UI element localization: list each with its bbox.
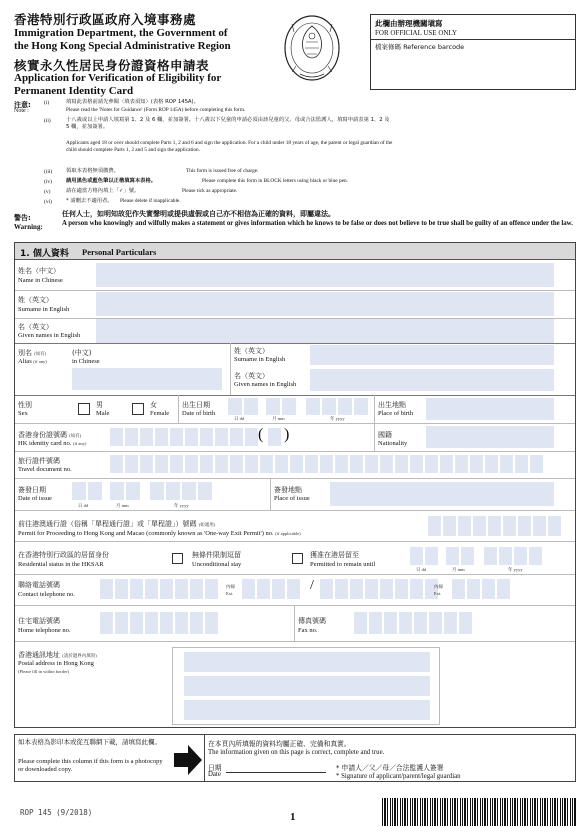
note-text-en: Please tick as appropriate. bbox=[182, 188, 238, 194]
fax-label-cn: 傳真號碼 bbox=[298, 617, 326, 625]
doi-yyyy-hint: 年 yyyy bbox=[174, 503, 189, 508]
nationality-label-en: Nationality bbox=[378, 440, 408, 447]
pob-input[interactable] bbox=[426, 398, 554, 420]
note-text-cn: 請用黑色或藍色筆以正楷填寫本表格。 bbox=[66, 178, 157, 184]
signature-label-cn: * 申請人／父／母／合法監護人簽署 bbox=[336, 764, 444, 772]
alias-surname-label-cn: 姓（英文） bbox=[234, 347, 269, 355]
date-input[interactable] bbox=[226, 772, 326, 773]
warning-label-cn: 警告: bbox=[14, 214, 31, 222]
postal-address-label-en: Postal address in Hong Kong bbox=[18, 660, 94, 667]
note-number: (v) bbox=[44, 189, 51, 195]
male-label-en: Male bbox=[96, 410, 110, 417]
hkid-label-en: HK identity card no. (if any) bbox=[18, 440, 87, 447]
residential-label-en: Residential status in the HKSAR bbox=[18, 561, 104, 568]
poi-label-cn: 簽發地點 bbox=[274, 486, 302, 494]
surname-input[interactable] bbox=[96, 292, 554, 316]
section-title-cn: 1. 個人資料 bbox=[20, 249, 69, 259]
contact-ext-2-label-en: Ext. bbox=[434, 591, 442, 596]
form-title-en-1: Application for Verification of Eligibility for bbox=[14, 72, 222, 84]
form-title-cn: 核實永久性居民身份證資格申請表 bbox=[14, 58, 210, 73]
postal-address-line-1[interactable] bbox=[184, 652, 430, 672]
note-text-cn: * 請刪去不適用者。 bbox=[66, 198, 113, 204]
note-number: (vi) bbox=[44, 199, 52, 205]
unconditional-label-en: Unconditional stay bbox=[192, 561, 242, 568]
official-use-title-en: FOR OFFICIAL USE ONLY bbox=[375, 29, 458, 37]
note-text-en: Please delete if inapplicable. bbox=[120, 198, 181, 204]
form-title-en-2: Permanent Identity Card bbox=[14, 85, 134, 97]
postal-address-note-en: (Please fill in within border) bbox=[18, 669, 69, 674]
photocopy-note-cn: 如本表格為影印本或從互聯網下載，請填寫此欄。 bbox=[18, 738, 161, 746]
department-name-en-2: the Hong Kong Special Administrative Region bbox=[14, 40, 231, 52]
pob-label-cn: 出生地點 bbox=[378, 401, 406, 409]
official-use-title-cn: 此欄由辦理機關塡寫 bbox=[375, 19, 443, 28]
postal-address-label-cn: 香港通訊地址 (請於邊界內填寫) bbox=[18, 651, 97, 659]
date-label-cn: 日期 bbox=[208, 764, 222, 772]
permitted-to-remain-checkbox[interactable] bbox=[292, 553, 303, 564]
permitted-dd-hint: 日 dd bbox=[416, 567, 427, 572]
reference-barcode-label: 檔案條碼 Reference barcode bbox=[375, 43, 465, 51]
note-number: (iii) bbox=[44, 169, 53, 175]
surname-label-cn: 姓（英文） bbox=[18, 296, 53, 304]
note-text-cn: 填寫此表格前請先參閱〈填表須知〉(表格 ROP 145A)。 bbox=[66, 99, 199, 105]
nationality-input[interactable] bbox=[426, 426, 554, 448]
photocopy-note-en: Please complete this column if this form is a photocopy or downloaded copy. bbox=[18, 758, 163, 773]
fax-label-en: Fax no. bbox=[298, 627, 318, 634]
contact-ext-label-en: Ext. bbox=[226, 591, 234, 596]
notes-label-en: Note : bbox=[14, 108, 29, 114]
alias-chinese-label-cn: (中文) bbox=[72, 349, 92, 357]
alias-given-input[interactable] bbox=[310, 369, 554, 391]
note-text-en: Please read the 'Notes for Guidance' (Form ROP 145A) before completing this form. bbox=[66, 107, 246, 113]
doi-label-en: Date of issue bbox=[18, 495, 52, 502]
doi-mm-hint: 月 mm bbox=[116, 503, 129, 508]
alias-chinese-input[interactable] bbox=[72, 368, 222, 390]
postal-address-line-2[interactable] bbox=[184, 676, 430, 696]
residential-label-cn: 在香港特別行政區的居留身份 bbox=[18, 551, 109, 559]
note-number: (iv) bbox=[44, 179, 52, 185]
alias-surname-input[interactable] bbox=[310, 345, 554, 365]
sex-label-en: Sex bbox=[18, 410, 28, 417]
arrow-right-icon bbox=[174, 744, 202, 776]
department-name-en-1: Immigration Department, the Government of bbox=[14, 27, 228, 39]
given-names-label-en: Given names in English bbox=[18, 332, 81, 339]
permit-label-en: Permit for Proceeding to Hong Kong and Macao (commonly known as 'One-way Exit Permit') no. (if applicable) bbox=[18, 530, 301, 537]
nationality-label-cn: 國籍 bbox=[378, 431, 392, 439]
alias-label-en: Alias (if any) bbox=[18, 358, 47, 365]
given-names-input[interactable] bbox=[96, 319, 554, 343]
dob-dd-hint: 日 dd bbox=[234, 416, 245, 421]
hkid-paren-close: ) bbox=[284, 426, 290, 443]
permit-label-cn: 前往港澳通行證（俗稱「單程通行證」或「單程證」）號碼 (如適用) bbox=[18, 520, 216, 528]
warning-text-cn: 任何人士，如明知故犯作失實聲明或提供虛假或自己亦不相信為正確的資料，即屬違法。 bbox=[62, 210, 335, 218]
chinese-name-label-en: Name in Chinese bbox=[18, 277, 63, 284]
date-label-en: Date bbox=[208, 771, 221, 778]
doi-label-cn: 簽發日期 bbox=[18, 486, 46, 494]
home-tel-label-en: Home telephone no. bbox=[18, 627, 71, 634]
form-code: ROP 145 (9/2018) bbox=[20, 808, 93, 817]
note-number: (i) bbox=[44, 100, 50, 106]
notes-label-cn: 注意: bbox=[14, 101, 31, 109]
home-tel-label-cn: 住宅電話號碼 bbox=[18, 617, 60, 625]
hkid-check-digit-input[interactable] bbox=[268, 428, 282, 446]
official-use-box bbox=[370, 14, 576, 90]
signature-label-en: * Signature of applicant/parent/legal guardian bbox=[336, 773, 461, 780]
declaration-text-cn: 在本頁內所填報的資料均屬正確、完備和真實。 bbox=[208, 740, 351, 748]
chinese-name-label-cn: 姓名（中文） bbox=[18, 267, 60, 275]
note-text-en: Please complete this form in BLOCK letters using black or blue pen. bbox=[202, 178, 348, 184]
hkid-label-cn: 香港身份證號碼 (如有) bbox=[18, 431, 82, 439]
unconditional-label-cn: 無條件限制逗留 bbox=[192, 551, 241, 559]
pob-label-en: Place of birth bbox=[378, 410, 414, 417]
given-names-label-cn: 名（英文） bbox=[18, 323, 53, 331]
alias-chinese-label-en: in Chinese bbox=[72, 358, 100, 365]
section-title-en: Personal Particulars bbox=[82, 247, 157, 257]
note-text-cn: 請在適當方格內填上「✓」號。 bbox=[66, 188, 140, 194]
alias-given-label-en: Given names in English bbox=[234, 381, 297, 388]
travel-doc-label-en: Travel document no. bbox=[18, 466, 72, 473]
contact-tel-label-en: Contact telephone no. bbox=[18, 591, 75, 598]
note-number: (ii) bbox=[44, 118, 51, 124]
contact-ext-2-label-cn: 內線 bbox=[434, 584, 443, 589]
declaration-text-en: The information given on this page is correct, complete and true. bbox=[208, 749, 385, 756]
travel-doc-label-cn: 旅行證件號碼 bbox=[18, 457, 60, 465]
sex-label-cn: 性別 bbox=[18, 401, 32, 409]
department-name-cn: 香港特別行政區政府入境事務處 bbox=[14, 12, 197, 27]
barcode-icon bbox=[382, 798, 576, 826]
note-text-cn: 領取本表格無須繳費。 bbox=[66, 168, 119, 174]
alias-surname-label-en: Surname in English bbox=[234, 356, 286, 363]
warning-label-en: Warning: bbox=[14, 223, 43, 231]
permitted-yyyy-hint: 年 yyyy bbox=[508, 567, 523, 572]
contact-ext-label-cn: 內線 bbox=[226, 584, 235, 589]
male-checkbox[interactable] bbox=[78, 403, 90, 415]
poi-label-en: Place of issue bbox=[274, 495, 310, 502]
dob-label-cn: 出生日期 bbox=[182, 401, 210, 409]
dob-yyyy-hint: 年 yyyy bbox=[330, 416, 345, 421]
chinese-name-input[interactable] bbox=[96, 263, 554, 287]
note-text-en: This form is issued free of charge. bbox=[186, 168, 259, 174]
immigration-emblem-icon bbox=[282, 12, 342, 84]
alias-given-label-cn: 名（英文） bbox=[234, 372, 269, 380]
page-number: 1 bbox=[290, 811, 296, 823]
alias-label-cn: 別名 (如有) bbox=[18, 349, 47, 357]
poi-input[interactable] bbox=[330, 482, 554, 506]
permitted-label-cn: 獲准在港居留至 bbox=[310, 551, 359, 559]
female-checkbox[interactable] bbox=[132, 403, 144, 415]
note-text-en: Applicants aged 18 or over should complete Parts 1, 2 and 6 and sign the application. For a child under 18 years of age, the parent or legal guardian of the child should complete Parts 1, 2 and 5 and sign the application. bbox=[66, 140, 393, 153]
hkid-paren-open: ( bbox=[258, 426, 264, 443]
male-label-cn: 男 bbox=[96, 401, 103, 409]
dob-mm-hint: 月 mm bbox=[272, 416, 285, 421]
contact-tel-label-cn: 聯絡電話號碼 bbox=[18, 581, 60, 589]
postal-address-line-3[interactable] bbox=[184, 700, 430, 720]
dob-label-en: Date of birth bbox=[182, 410, 216, 417]
female-label-cn: 女 bbox=[150, 401, 157, 409]
permitted-mm-hint: 月 mm bbox=[452, 567, 465, 572]
contact-separator: / bbox=[310, 578, 314, 593]
surname-label-en: Surname in English bbox=[18, 306, 70, 313]
female-label-en: Female bbox=[150, 410, 170, 417]
permitted-label-en: Permitted to remain until bbox=[310, 561, 376, 568]
doi-dd-hint: 日 dd bbox=[78, 503, 89, 508]
warning-text-en: A person who knowingly and wilfully makes a statement or gives information which he knows to be false or does not believe to be true shall be guilty of an offence under the law. bbox=[62, 220, 573, 227]
unconditional-stay-checkbox[interactable] bbox=[172, 553, 183, 564]
note-text-cn: 十八歲或以上申請人填寫第 1、2 及 6 欄，並加簽署。十八歲以下兒童的申請必須由該兒童的父、母或合法監護人，填寫申請表第 1、2 及 5 欄，並加簽署。 bbox=[66, 117, 390, 130]
